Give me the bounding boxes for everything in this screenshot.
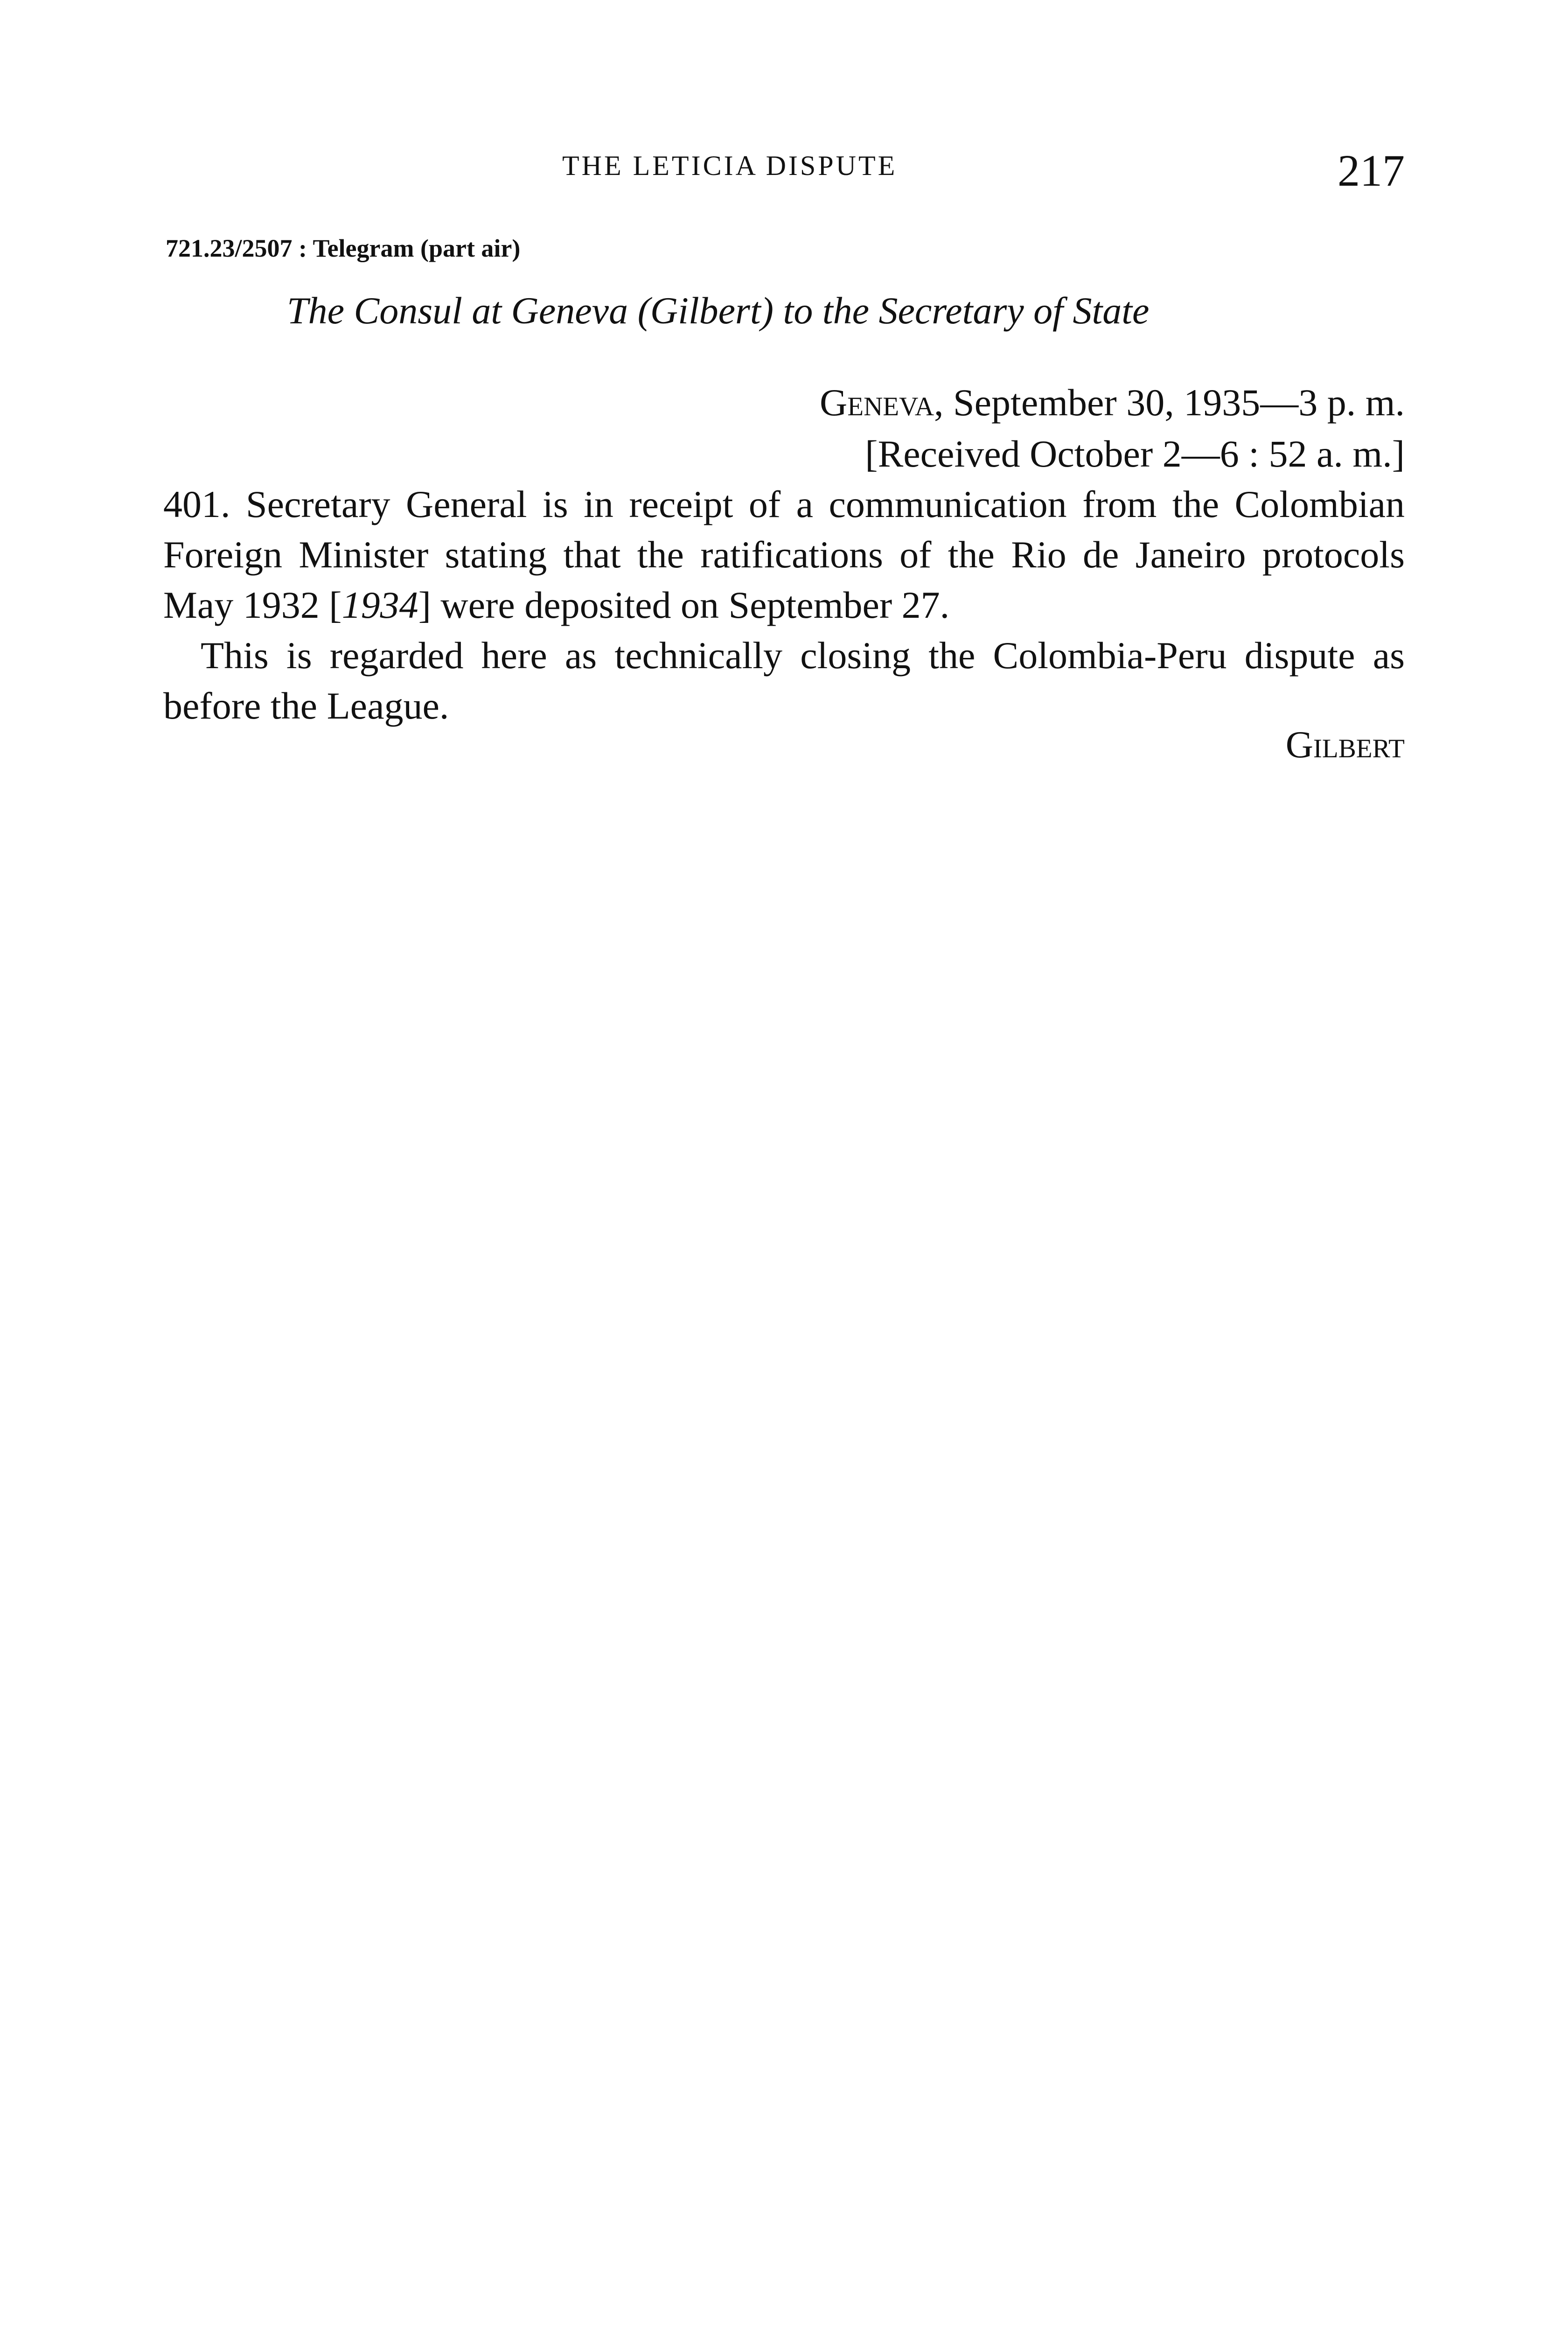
page-number: 217 xyxy=(1338,146,1405,196)
signature: Gilbert xyxy=(1285,723,1405,766)
body-text-part1: Secretary General is in receipt of a communication from the Colombian Foreign Minister stating that the ratifications of the Rio de Janeiro protocols May 1932 [ xyxy=(163,483,1405,626)
paragraph-number: 401. xyxy=(163,483,230,525)
running-head: THE LETICIA DISPUTE xyxy=(562,150,898,181)
dateline xyxy=(820,381,1405,424)
body-correction: 1934 xyxy=(341,584,418,626)
dateline-place: Geneva xyxy=(820,381,934,424)
received-line: [Received October 2—6 : 52 a. m.] xyxy=(865,433,1405,475)
file-reference: 721.23/2507 : Telegram (part air) xyxy=(166,234,521,262)
body-second-paragraph: This is regarded here as technically closing the Colombia-Peru dispute as before the League. xyxy=(163,634,1405,727)
document-heading: The Consul at Geneva (Gilbert) to the Secretary of State xyxy=(287,289,1150,332)
body-text-part2: ] were deposited on September 27. xyxy=(418,584,950,626)
dateline-date: , September 30, 1935—3 p. m. xyxy=(934,381,1405,424)
telegram-body xyxy=(163,479,1405,731)
